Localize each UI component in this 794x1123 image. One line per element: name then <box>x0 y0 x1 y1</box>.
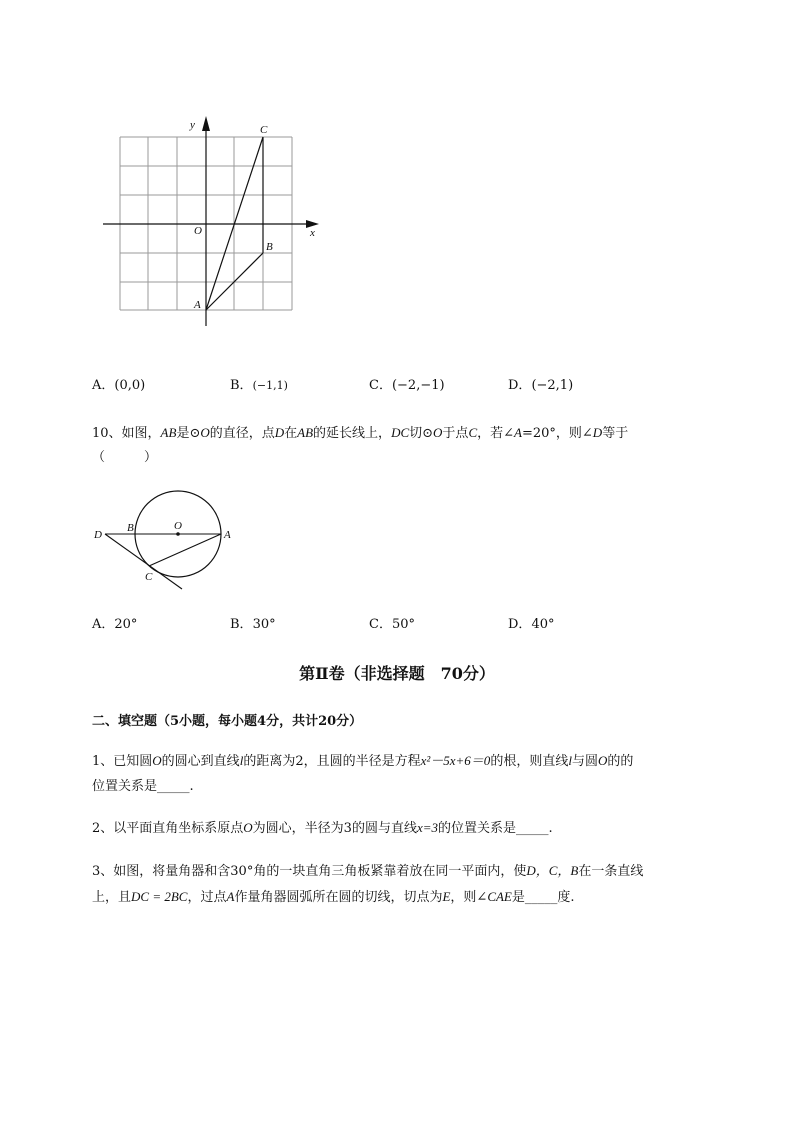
point-c-label: C <box>145 571 153 583</box>
part2-title: 第Ⅱ卷（非选择题 70分） <box>299 664 495 683</box>
fill3-line1: 3、如图，将量角器和含30°角的一块直角三角板紧靠着放在同一平面内，使D，C，B在一条直线 <box>92 863 644 879</box>
point-b-label: B <box>266 241 273 253</box>
q10-option-c: C．50° <box>369 617 415 632</box>
figure-lines <box>105 534 221 589</box>
center-dot <box>176 532 180 536</box>
fill2-line: 2、以平面直角坐标系原点O为圆心，半径为3的圆与直线x=3的位置关系是_____. <box>92 820 553 836</box>
point-c-label: C <box>260 124 268 136</box>
q10-answer-paren: （ ） <box>92 450 158 465</box>
coordinate-grid-figure <box>95 112 327 332</box>
point-o-label: O <box>174 520 182 532</box>
point-a-label: A <box>224 529 231 541</box>
x-axis-label: x <box>310 227 315 239</box>
point-d-label: D <box>94 529 102 541</box>
circle-tangent-figure <box>90 485 240 595</box>
q9-option-c: C．(−2,−1) <box>369 378 445 393</box>
q10-option-b: B．30° <box>230 617 276 632</box>
section2-title: 二、填空题（5小题，每小题4分，共计20分） <box>92 714 363 729</box>
q9-option-b: B．(−1,1) <box>230 378 288 393</box>
axes <box>103 122 314 326</box>
origin-label: O <box>194 225 202 237</box>
fill3-line2: 上，且DC = 2BC，过点A作量角器圆弧所在圆的切线，切点为E，则∠CAE是_____度. <box>92 889 575 905</box>
point-a-label: A <box>194 299 201 311</box>
point-b-label: B <box>127 522 134 534</box>
fill1-line1: 1、已知圆O的圆心到直线l的距离为2，且圆的半径是方程x²－5x+6＝0的根，则直线l与圆O的的 <box>92 753 634 769</box>
fill1-line2: 位置关系是_____. <box>92 779 194 794</box>
q10-option-a: A．20° <box>92 617 138 632</box>
q9-option-a: A．(0,0) <box>92 378 146 393</box>
q10-stem: 10、如图，AB是⊙O的直径，点D在AB的延长线上，DC切⊙O于点C，若∠A=20°，则∠D等于 <box>92 425 629 441</box>
q9-option-d: D．(−2,1) <box>508 378 574 393</box>
y-axis-label: y <box>190 119 195 131</box>
y-axis-arrow <box>202 116 210 131</box>
q10-option-d: D．40° <box>508 617 555 632</box>
